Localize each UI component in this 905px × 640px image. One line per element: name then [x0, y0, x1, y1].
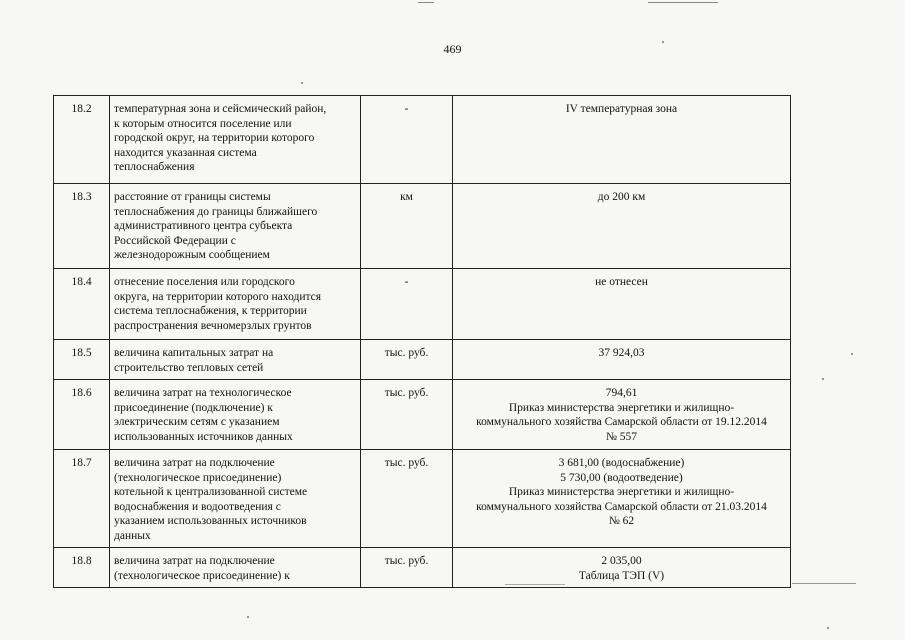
- table-row: [54, 184, 791, 269]
- row-value: до 200 км: [453, 184, 791, 269]
- row-number: 18.4: [54, 269, 110, 340]
- table-row: [54, 96, 791, 184]
- scan-artifact-dot: [827, 627, 829, 629]
- row-value: 794,61 Приказ министерства энергетики и жилищно- коммунального хозяйства Самарской области от 19.12.2014 № 557: [453, 380, 791, 450]
- scan-artifact-dot: [247, 616, 249, 618]
- row-unit: -: [361, 269, 453, 340]
- row-value: 2 035,00 Таблица ТЭП (V): [453, 548, 791, 588]
- row-unit: -: [361, 96, 453, 184]
- page-number: 469: [443, 42, 462, 56]
- row-unit: тыс. руб.: [361, 450, 453, 548]
- row-value: IV температурная зона: [453, 96, 791, 184]
- row-unit: км: [361, 184, 453, 269]
- scan-artifact-dot: [662, 41, 664, 43]
- table-row: [54, 269, 791, 340]
- row-description: температурная зона и сейсмический район, к которым относится поселение или городской округ, на территории которого находится указанная система теплоснабжения: [110, 96, 361, 184]
- scan-artifact-dot: [301, 82, 303, 84]
- row-description: расстояние от границы системы теплоснабжения до границы ближайшего административного центра субъекта Российской Федерации с железнодорожным сообщением: [110, 184, 361, 269]
- row-number: 18.2: [54, 96, 110, 184]
- row-number: 18.6: [54, 380, 110, 450]
- table-row: [54, 340, 791, 380]
- table-row: [54, 380, 791, 450]
- row-description: величина затрат на подключение (технологическое присоединение) котельной к централизованной системе водоснабжения и водоотведения с указанием использованных источников данных: [110, 450, 361, 548]
- scan-artifact-line: [648, 2, 718, 3]
- row-number: 18.5: [54, 340, 110, 380]
- row-description: величина капитальных затрат на строительство тепловых сетей: [110, 340, 361, 380]
- row-number: 18.3: [54, 184, 110, 269]
- scan-artifact-line: [418, 2, 434, 3]
- row-unit: тыс. руб.: [361, 380, 453, 450]
- row-value: 37 924,03: [453, 340, 791, 380]
- scan-artifact-dot: [822, 378, 824, 380]
- row-description: величина затрат на подключение (технологическое присоединение) к: [110, 548, 361, 588]
- row-number: 18.7: [54, 450, 110, 548]
- row-unit: тыс. руб.: [361, 340, 453, 380]
- table-row: [54, 450, 791, 548]
- row-value: не отнесен: [453, 269, 791, 340]
- scan-artifact-line: [792, 583, 856, 584]
- row-description: отнесение поселения или городского округа, на территории которого находится система теплоснабжения, к территории распространения вечномерзлых грунтов: [110, 269, 361, 340]
- row-number: 18.8: [54, 548, 110, 588]
- table-row: [54, 548, 791, 588]
- row-unit: тыс. руб.: [361, 548, 453, 588]
- scan-artifact-dot: [851, 353, 853, 355]
- row-value: 3 681,00 (водоснабжение) 5 730,00 (водоотведение) Приказ министерства энергетики и жилищно- коммунального хозяйства Самарской области от 21.03.2014 № 62: [453, 450, 791, 548]
- scan-artifact-line: [505, 584, 565, 585]
- parameters-table: [53, 95, 791, 588]
- row-description: величина затрат на технологическое присоединение (подключение) к электрическим сетям с указанием использованных источников данных: [110, 380, 361, 450]
